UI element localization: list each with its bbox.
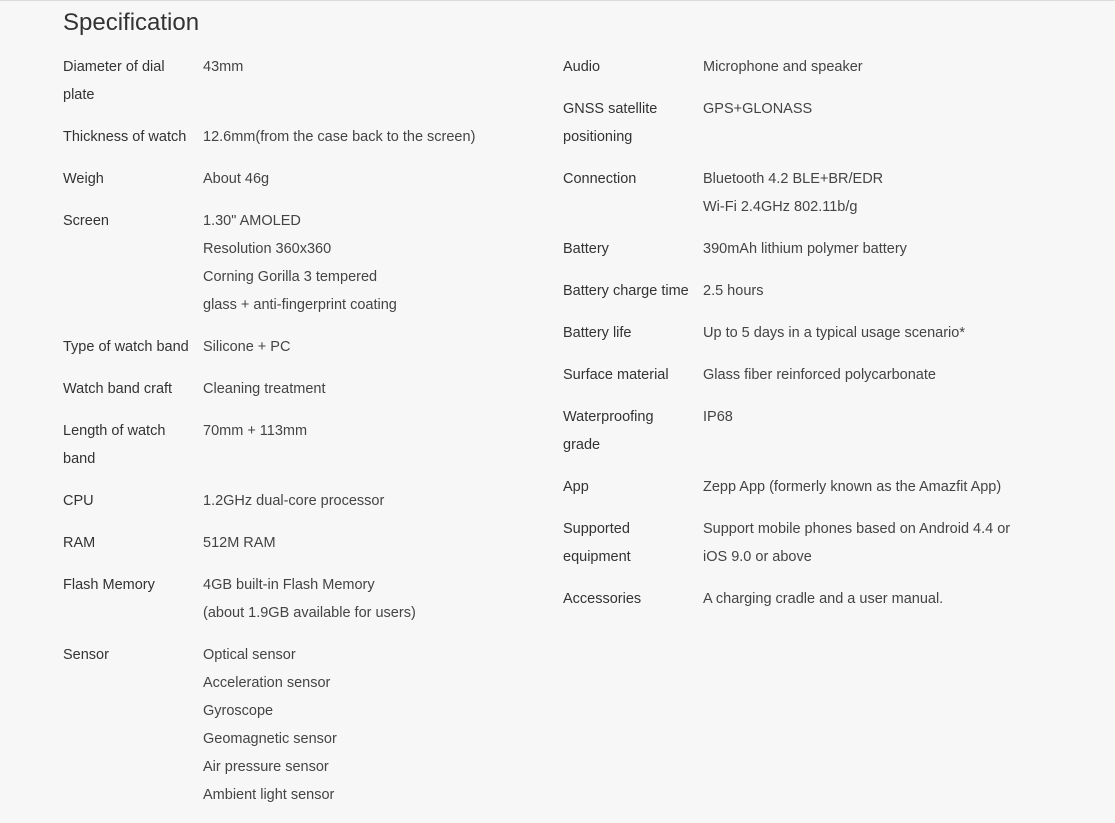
spec-value-line: 12.6mm(from the case back to the screen) <box>203 129 476 145</box>
spec-value-line: Cleaning treatment <box>203 381 326 397</box>
spec-value-line: A charging cradle and a user manual. <box>703 591 944 607</box>
spec-value-line: Corning Gorilla 3 tempered <box>203 269 378 285</box>
spec-value-line: Gyroscope <box>203 703 274 719</box>
spec-label: RAM <box>63 535 96 551</box>
spec-row-battery-charge-time <box>563 277 1083 305</box>
spec-value-line: Bluetooth 4.2 BLE+BR/EDR <box>703 171 884 187</box>
spec-row-thickness-of-watch <box>63 123 553 151</box>
spec-value-line: GPS+GLONASS <box>703 101 813 117</box>
spec-label: Diameter of dial plate <box>63 59 165 103</box>
spec-column-left <box>63 53 553 823</box>
spec-row-supported-equipment <box>563 515 1083 571</box>
spec-row-waterproofing-grade <box>563 403 1083 459</box>
spec-value <box>703 277 1083 305</box>
spec-value-line: 1.30" AMOLED <box>203 213 301 229</box>
spec-row-watch-band-craft <box>63 375 553 403</box>
spec-value <box>203 375 553 403</box>
spec-value <box>703 361 1083 389</box>
spec-value-line: 512M RAM <box>203 535 276 551</box>
spec-label: Battery life <box>563 325 632 341</box>
spec-label: Watch band craft <box>63 381 173 397</box>
spec-value-line: 4GB built-in Flash Memory <box>203 577 375 593</box>
spec-value-line: Wi-Fi 2.4GHz 802.11b/g <box>703 199 858 215</box>
spec-row-sensor <box>63 641 553 809</box>
spec-row-battery <box>563 235 1083 263</box>
spec-value-line: Support mobile phones based on Android 4.4 or <box>703 521 1011 537</box>
spec-value-line: Zepp App (formerly known as the Amazfit App) <box>703 479 1002 495</box>
spec-row-type-of-watch-band <box>63 333 553 361</box>
spec-row-ram <box>63 529 553 557</box>
spec-value-line: About 46g <box>203 171 270 187</box>
spec-value-line: 2.5 hours <box>703 283 764 299</box>
spec-value-line: 1.2GHz dual-core processor <box>203 493 385 509</box>
spec-label: Accessories <box>563 591 642 607</box>
spec-value <box>203 571 553 627</box>
spec-value-line: Air pressure sensor <box>203 759 329 775</box>
spec-label: Audio <box>563 59 601 75</box>
spec-value <box>703 585 1083 613</box>
spec-value-line: 70mm + 113mm <box>203 423 308 439</box>
spec-label: App <box>563 479 589 495</box>
spec-row-cpu <box>63 487 553 515</box>
spec-value <box>703 165 1083 221</box>
spec-row-weigh <box>63 165 553 193</box>
spec-column-right <box>563 53 1083 627</box>
spec-value <box>203 207 553 319</box>
spec-value <box>203 333 553 361</box>
spec-value <box>703 53 1083 81</box>
spec-value-line: iOS 9.0 or above <box>703 549 812 565</box>
spec-value-line: 390mAh lithium polymer battery <box>703 241 907 257</box>
spec-value-line: Acceleration sensor <box>203 675 331 691</box>
spec-value <box>203 487 553 515</box>
spec-label: Waterproofing grade <box>563 409 654 453</box>
spec-label: Surface material <box>563 367 669 383</box>
top-divider <box>0 0 1115 1</box>
spec-value <box>203 165 553 193</box>
spec-label: Battery <box>563 241 609 257</box>
spec-value-line: Ambient light sensor <box>203 787 335 803</box>
spec-value-line: Optical sensor <box>203 647 296 663</box>
spec-label: Sensor <box>63 647 109 663</box>
spec-row-surface-material <box>563 361 1083 389</box>
spec-row-diameter-of-dial-plate <box>63 53 553 109</box>
spec-value-line: Glass fiber reinforced polycarbonate <box>703 367 936 383</box>
spec-value-line: Microphone and speaker <box>703 59 863 75</box>
spec-value-line: Silicone + PC <box>203 339 291 355</box>
spec-row-screen <box>63 207 553 319</box>
spec-label: Flash Memory <box>63 577 155 593</box>
spec-value-line: Resolution 360x360 <box>203 241 332 257</box>
spec-label: Length of watch band <box>63 423 166 467</box>
spec-label: Screen <box>63 213 109 229</box>
spec-value <box>203 53 553 109</box>
spec-row-app <box>563 473 1083 501</box>
spec-value-line: (about 1.9GB available for users) <box>203 605 416 621</box>
spec-value-line: Geomagnetic sensor <box>203 731 337 747</box>
spec-label: CPU <box>63 493 94 509</box>
spec-value <box>703 403 1083 459</box>
spec-row-connection <box>563 165 1083 221</box>
spec-value <box>203 529 553 557</box>
spec-value <box>203 417 553 473</box>
spec-value-line: 43mm <box>203 59 244 75</box>
spec-value-line: IP68 <box>703 409 733 425</box>
spec-value <box>703 473 1083 501</box>
spec-row-flash-memory <box>63 571 553 627</box>
spec-row-accessories <box>563 585 1083 613</box>
spec-value <box>703 515 1083 571</box>
spec-row-length-of-watch-band <box>63 417 553 473</box>
spec-value-line: Up to 5 days in a typical usage scenario* <box>703 325 965 341</box>
spec-label: GNSS satellite positioning <box>563 101 658 145</box>
spec-value <box>703 319 1083 347</box>
spec-label: Weigh <box>63 171 104 187</box>
spec-label: Connection <box>563 171 637 187</box>
spec-row-gnss-satellite-positioning <box>563 95 1083 151</box>
spec-label: Battery charge time <box>563 283 689 299</box>
spec-value <box>203 123 553 151</box>
section-title: Specification <box>63 9 200 36</box>
spec-label: Supported equipment <box>563 521 631 565</box>
spec-label: Type of watch band <box>63 339 189 355</box>
spec-value <box>203 641 553 809</box>
spec-value <box>703 95 1083 151</box>
spec-row-battery-life <box>563 319 1083 347</box>
spec-value-line: glass + anti-fingerprint coating <box>203 297 397 313</box>
spec-value <box>703 235 1083 263</box>
spec-row-audio <box>563 53 1083 81</box>
spec-label: Thickness of watch <box>63 129 187 145</box>
